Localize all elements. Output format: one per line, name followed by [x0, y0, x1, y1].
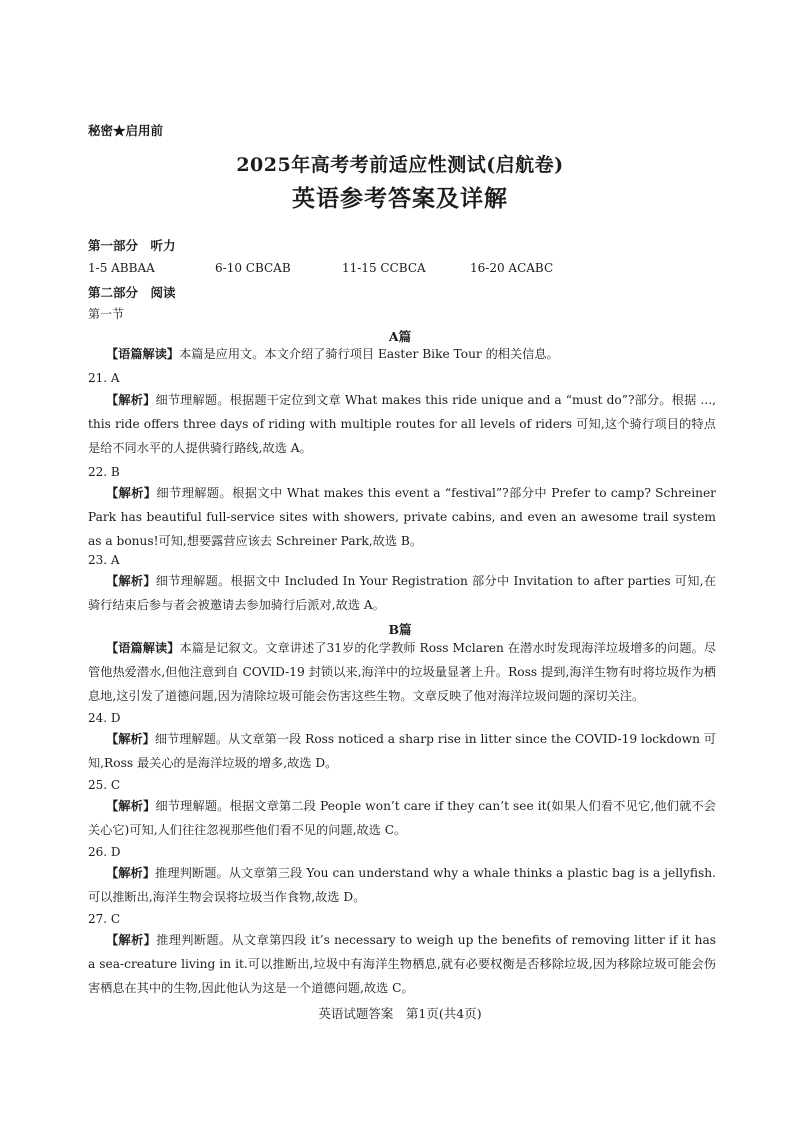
- question-explanation: [88, 928, 716, 1000]
- question-explanation: [88, 569, 716, 617]
- listening-answers-16-20: 16-20 ACABC: [470, 261, 554, 275]
- question-explanation: [88, 794, 716, 842]
- answer-title: 英语参考答案及详解: [292, 185, 508, 212]
- question-number: 23. A: [88, 553, 120, 567]
- question-number: 21. A: [88, 371, 120, 385]
- explanation-text: 细节理解题。从文章第一段 Ross noticed a sharp rise in litter since the COVID-19 lockdown 可知,Ross 最关心的是海洋垃圾的增多,故选 D。: [88, 732, 716, 770]
- question-explanation: [88, 727, 716, 775]
- reading-tag: 【语篇解读】: [106, 347, 180, 361]
- section-label: 第一节: [88, 307, 125, 321]
- explanation-text: 细节理解题。根据题干定位到文章 What makes this ride unique and a “must do”?部分。根据 ..., this ride offers three days of riding with multiple routes for all levels of riders 可知,这个骑行项目的特点是给不同水平的人提供骑行路线,故选 A。: [88, 393, 716, 455]
- question-explanation: [88, 861, 716, 909]
- explanation-text: 推理判断题。从文章第四段 it’s necessary to weigh up the benefits of removing litter if it has a sea-creature living in it.可以推断出,垃圾中有海洋生物栖息,就有必要权衡是否移除垃圾,因为移除垃圾可能会伤害栖息在其中的生物,因此他认为这是一个道德问题,故选 C。: [88, 933, 717, 995]
- question-number: 26. D: [88, 845, 121, 859]
- passage-b-title: B篇: [388, 622, 412, 637]
- explanation-text: 细节理解题。根据文章第二段 People won’t care if they can’t see it(如果人们看不见它,他们就不会关心它)可知,人们往往忽视那些他们看不见的问题,故选 C。: [88, 799, 716, 837]
- passage-b-summary: [88, 636, 716, 708]
- part1-heading: 第一部分 听力: [88, 238, 176, 253]
- explanation-tag: 【解析】: [106, 486, 157, 500]
- page-footer: 英语试题答案 第1页(共4页): [318, 1006, 482, 1021]
- question-number: 22. B: [88, 465, 120, 479]
- reading-text: 本篇是记叙文。文章讲述了31岁的化学教师 Ross Mclaren 在潜水时发现海洋垃圾增多的问题。尽管他热爱潜水,但他注意到自 COVID-19 封锁以来,海洋中的垃圾量显著上升。Ross 提到,海洋生物有时将垃圾作为栖息地,这引发了道德问题,因为清除垃圾可能会伤害这些生物。文章反映了他对海洋垃圾问题的深切关注。: [88, 641, 717, 703]
- question-explanation: [88, 481, 716, 553]
- explanation-tag: 【解析】: [106, 866, 156, 880]
- passage-a-title: A篇: [388, 329, 412, 344]
- explanation-tag: 【解析】: [106, 732, 155, 746]
- part2-heading: 第二部分 阅读: [88, 285, 176, 300]
- listening-answers-6-10: 6-10 CBCAB: [215, 261, 291, 275]
- explanation-tag: 【解析】: [106, 574, 156, 588]
- question-number: 27. C: [88, 912, 121, 926]
- secret-label: 秘密★启用前: [88, 123, 164, 138]
- listening-answers-11-15: 11-15 CCBCA: [342, 261, 426, 275]
- explanation-text: 细节理解题。根据文中 What makes this event a “festival”?部分中 Prefer to camp? Schreiner Park has beautiful full-service sites with showers, private cabins, and even an awesome trail system as a bonus!可知,想要露营应该去 Schreiner Park,故选 B。: [88, 486, 717, 548]
- reading-tag: 【语篇解读】: [106, 641, 180, 655]
- explanation-tag: 【解析】: [106, 393, 156, 407]
- question-explanation: [88, 388, 716, 460]
- passage-a-summary: [88, 342, 716, 366]
- listening-answers-1-5: 1-5 ABBAA: [88, 261, 155, 275]
- question-number: 25. C: [88, 778, 121, 792]
- exam-title: 2025年高考考前适应性测试(启航卷): [236, 154, 564, 176]
- question-number: 24. D: [88, 711, 121, 725]
- explanation-tag: 【解析】: [106, 933, 157, 947]
- explanation-text: 推理判断题。从文章第三段 You can understand why a whale thinks a plastic bag is a jellyfish.可以推断出,海洋生物会误将垃圾当作食物,故选 D。: [88, 866, 717, 904]
- reading-text: 本篇是应用文。本文介绍了骑行项目 Easter Bike Tour 的相关信息。: [179, 347, 559, 361]
- explanation-text: 细节理解题。根据文中 Included In Your Registration 部分中 Invitation to after parties 可知,在骑行结束后参与者会被邀请去参加骑行后派对,故选 A。: [88, 574, 717, 612]
- explanation-tag: 【解析】: [106, 799, 156, 813]
